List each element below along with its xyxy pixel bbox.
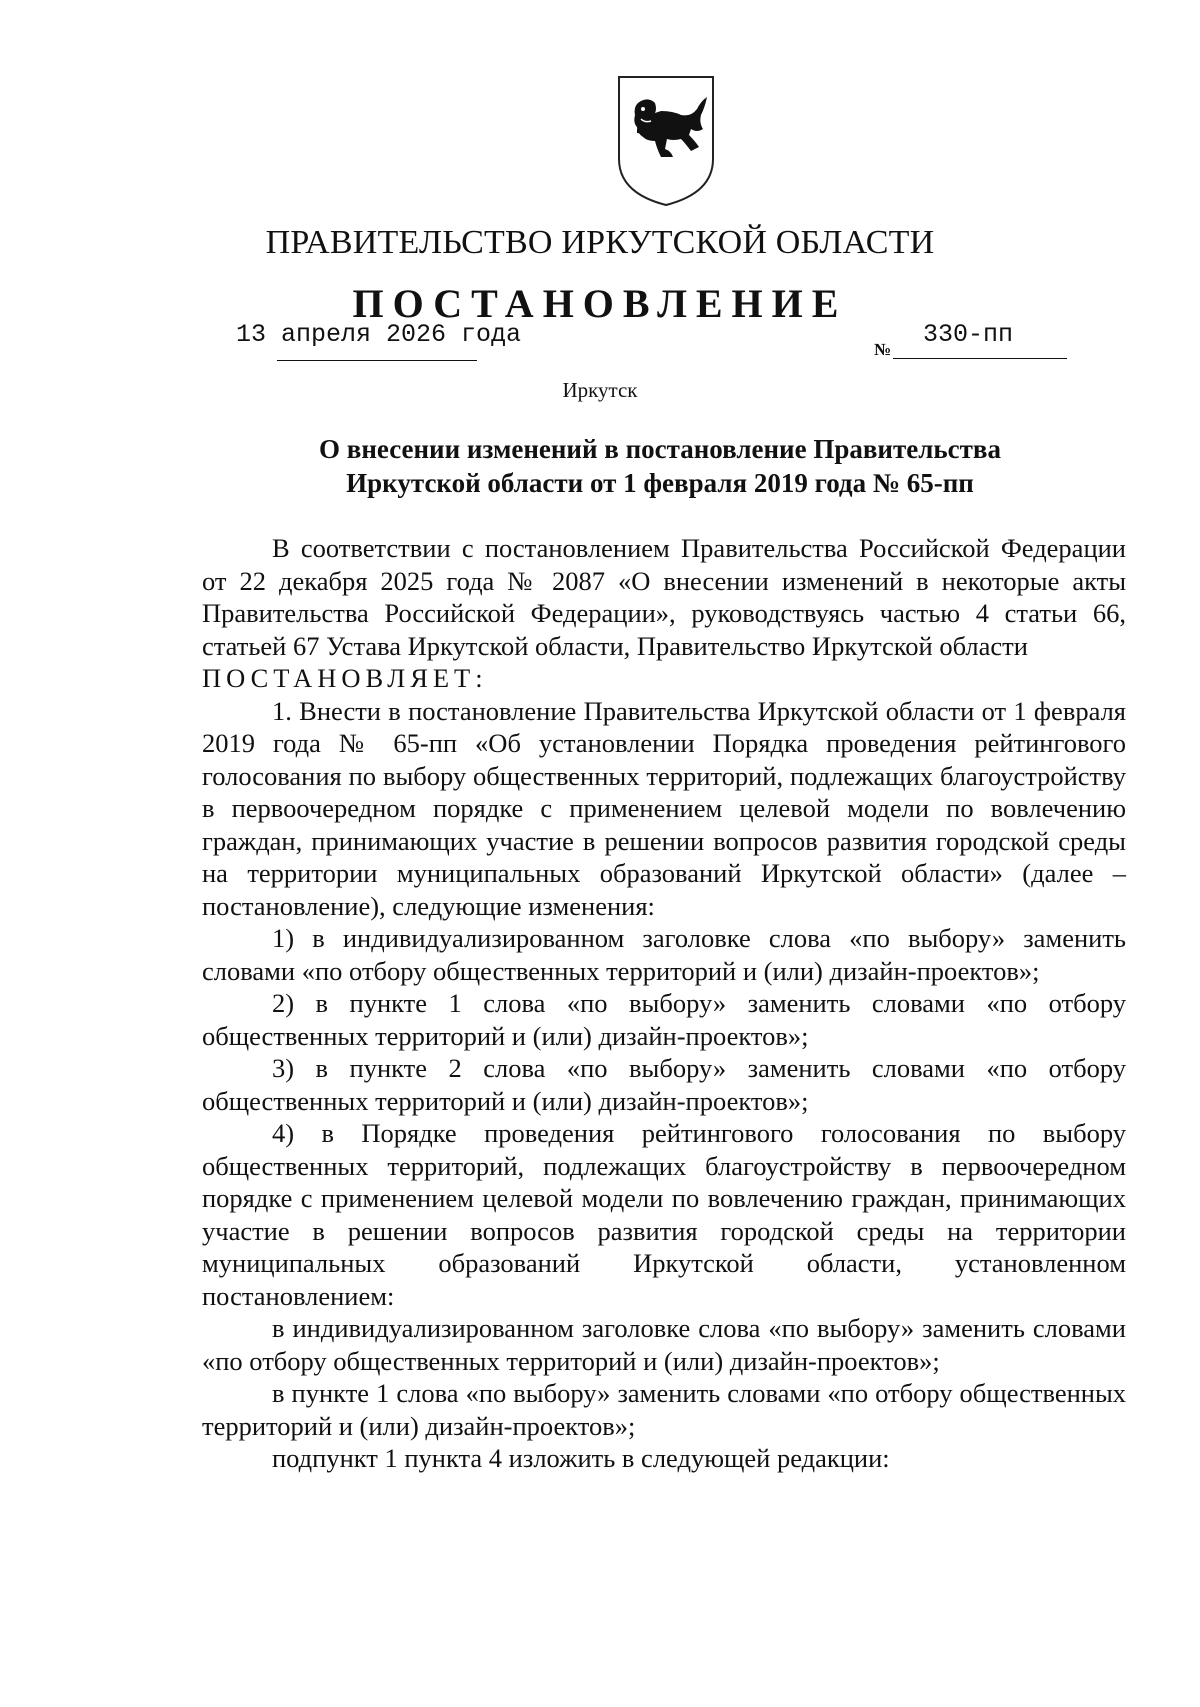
body-paragraph: подпункт 1 пункта 4 изложить в следующей редакции: [272, 1443, 890, 1473]
irkutsk-coat-of-arms-icon [611, 71, 721, 211]
body-paragraph: 1. Внести в постановление Правительства Иркутской области от 1 февраля 2019 года № 65-пп «Об установлении Порядка проведения рейтингового голосования по выбору общественных территорий, подлежащих благоустройству в первоочередном порядке с применением целевой модели по вовлечению граждан, принимающих участие в решении вопросов развития городской среды на территории муниципальных образований Иркутской области» (далее – постановление), следующие изменения: [202, 695, 1126, 921]
organization-name: ПРАВИТЕЛЬСТВО ИРКУТСКОЙ ОБЛАСТИ [265, 224, 935, 261]
title-line: О внесении изменений в постановление Правительства [319, 434, 1001, 464]
document-date: 13 апреля 2026 года [236, 320, 522, 349]
resolves-heading: ПОСТАНОВЛЯЕТ: [202, 663, 488, 693]
body-paragraph: 4) в Порядке проведения рейтингового голосования по выбору общественных территорий, подлежащих благоустройству в первоочередном порядке с применением целевой модели по вовлечению граждан, принимающих участие в решении вопросов развития городской среды на территории муниципальных образований Иркутской области, установленном постановлением: [202, 1118, 1126, 1311]
number-sign: № [874, 340, 892, 359]
document-body [202, 532, 1126, 1475]
body-paragraph: 2) в пункте 1 слова «по выбору» заменить словами «по отбору общественных территорий и (или) дизайн-проектов»; [202, 988, 1126, 1051]
body-paragraph: 3) в пункте 2 слова «по выбору» заменить словами «по отбору общественных территорий и (или) дизайн-проектов»; [202, 1053, 1126, 1116]
body-paragraph: 1) в индивидуализированном заголовке слова «по выбору» заменить словами «по отбору общественных территорий и (или) дизайн-проектов»; [202, 923, 1126, 986]
number-underline [893, 358, 1067, 359]
body-paragraph: в пункте 1 слова «по выбору» заменить словами «по отбору общественных территорий и (или) дизайн-проектов»; [202, 1378, 1126, 1441]
document-type: ПОСТАНОВЛЕНИЕ [352, 281, 848, 326]
city: Иркутск [562, 378, 638, 402]
date-underline [277, 360, 477, 361]
body-paragraph: в индивидуализированном заголовке слова «по выбору» заменить словами «по отбору общественных территорий и (или) дизайн-проектов»; [202, 1313, 1126, 1376]
document-number: 330-пп [923, 320, 1014, 349]
title-line: Иркутской области от 1 февраля 2019 года № 65-пп [346, 468, 974, 498]
preamble-paragraph: В соответствии с постановлением Правительства Российской Федерации от 22 декабря 2025 года № 2087 «О внесении изменений в некоторые акты Правительства Российской Федерации», руководствуясь частью 4 статьи 66, статьей 67 Устава Иркутской области, Правительство Иркутской области [202, 533, 1126, 661]
document-title [200, 432, 1120, 500]
